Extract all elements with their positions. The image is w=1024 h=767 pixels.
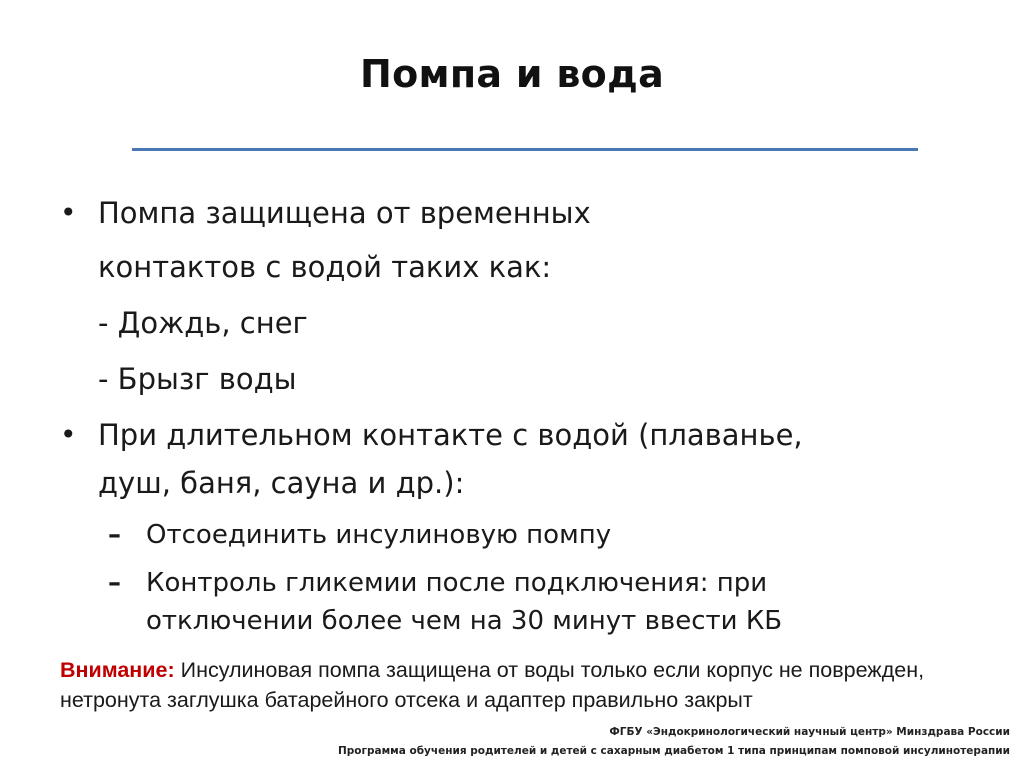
subitem2-line2: отключении более чем на 30 минут ввести КБ <box>146 606 783 636</box>
sub-bullet-marker: – <box>108 568 121 598</box>
sub-bullet-marker: – <box>108 520 121 550</box>
bullet2-line2: душ, баня, сауна и др.): <box>98 466 465 500</box>
footer-organization: ФГБУ «Эндокринологический научный центр» Минздрава России <box>609 726 1010 738</box>
slide-title: Помпа и вода <box>359 52 665 96</box>
title-underline <box>132 148 918 151</box>
bullet-marker: • <box>60 418 77 451</box>
bullet1-line3: - Дождь, снег <box>98 306 308 340</box>
bullet1-line2: контактов с водой таких как: <box>98 250 552 284</box>
footer-program: Программа обучения родителей и детей с сахарным диабетом 1 типа принципам помповой инсулинотерапии <box>338 745 1010 757</box>
footer <box>338 723 1010 761</box>
bullet1-line1: Помпа защищена от временных <box>98 196 591 230</box>
warning-label: Внимание: <box>60 658 175 682</box>
bullet-marker: • <box>60 196 77 229</box>
warning-note <box>60 655 960 715</box>
subitem1-line1: Отсоединить инсулиновую помпу <box>146 520 612 550</box>
warning-text: Инсулиновая помпа защищена от воды только если корпус не поврежден, нетронута заглушка батарейного отсека и адаптер правильно закрыт <box>60 658 925 712</box>
bullet1-line4: - Брызг воды <box>98 362 297 396</box>
bullet2-line1: При длительном контакте с водой (плаванье, <box>98 418 803 452</box>
subitem2-line1: Контроль гликемии после подключения: при <box>146 568 768 598</box>
